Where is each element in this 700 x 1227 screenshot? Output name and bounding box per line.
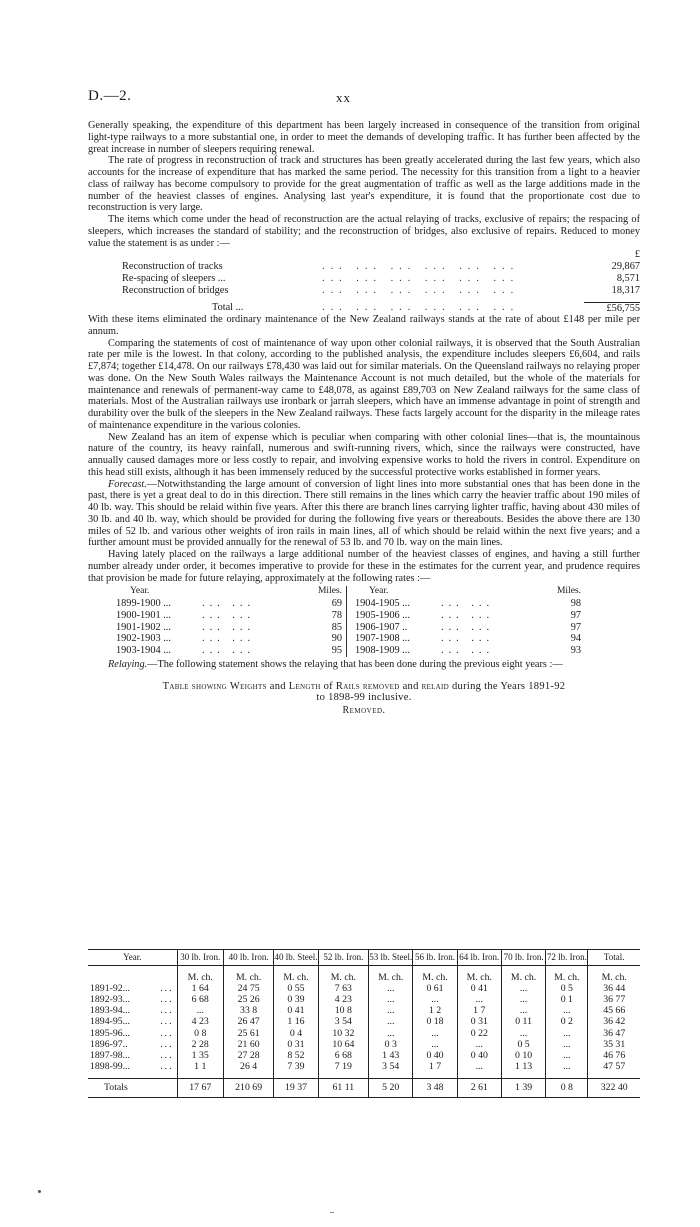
- page-number: xx: [336, 90, 351, 105]
- leader-dots: ...: [160, 1061, 174, 1073]
- unit-cell: M. ch.: [457, 965, 501, 983]
- year-header: Year.: [369, 586, 389, 597]
- table-header-row: [88, 950, 640, 966]
- rates-miles: 94: [570, 633, 581, 645]
- year-label: 1893-94...: [90, 1005, 131, 1017]
- data-cell: 26 47: [223, 1016, 273, 1027]
- data-cell: 46 76: [588, 1050, 640, 1061]
- total-cell: 17 67: [177, 1079, 223, 1097]
- data-cell: ...: [501, 1028, 545, 1039]
- year-cell: [88, 994, 177, 1005]
- units-row: [88, 965, 640, 983]
- column-header: 30 lb. Iron.: [177, 950, 223, 966]
- table-row: [88, 1061, 640, 1072]
- data-cell: 2 28: [177, 1039, 223, 1050]
- year-label: 1895-96...: [90, 1027, 131, 1039]
- year-label: 1891-92...: [90, 982, 131, 994]
- data-cell: 0 10: [501, 1050, 545, 1061]
- table-row: [88, 994, 640, 1005]
- data-cell: 0 39: [274, 994, 318, 1005]
- data-cell: ...: [369, 994, 413, 1005]
- rates-row: [116, 598, 346, 610]
- unit-cell: M. ch.: [274, 965, 318, 983]
- rails-table: [88, 949, 640, 1098]
- year-cell: [88, 1050, 177, 1061]
- rates-row: [116, 610, 346, 622]
- data-cell: ...: [546, 1005, 588, 1016]
- total-cell: 3 48: [413, 1079, 457, 1097]
- leader-dots: ... ...: [202, 633, 256, 645]
- rates-miles: 78: [331, 609, 342, 621]
- total-cell: 19 37: [274, 1079, 318, 1097]
- data-cell: 3 54: [318, 1016, 368, 1027]
- reconstruction-statement: [122, 249, 640, 314]
- data-cell: 0 18: [413, 1016, 457, 1027]
- leader-dots: ... ...: [441, 598, 495, 609]
- rates-year: 1905-1906 ...: [355, 609, 410, 621]
- data-cell: 0 31: [457, 1016, 501, 1027]
- data-cell: 0 40: [413, 1050, 457, 1061]
- column-header: 53 lb. Steel.: [369, 950, 413, 966]
- leader-dots: ...: [160, 982, 174, 994]
- data-cell: 0 8: [177, 1028, 223, 1039]
- unit-cell: M. ch.: [501, 965, 545, 983]
- data-cell: 0 55: [274, 983, 318, 994]
- rates-row: [355, 598, 585, 610]
- data-cell: 0 41: [274, 1005, 318, 1016]
- unit-cell: [88, 965, 177, 983]
- data-cell: 21 60: [223, 1039, 273, 1050]
- leader-dots: ... ...: [202, 598, 256, 609]
- column-header: 64 lb. Iron.: [457, 950, 501, 966]
- table-row: [88, 1028, 640, 1039]
- totals-row: [88, 1079, 640, 1097]
- statement-amount: 8,571: [616, 272, 640, 284]
- data-cell: 33 8: [223, 1005, 273, 1016]
- leader-dots: ... ... ... ... ... ...: [322, 261, 520, 272]
- leader-dots: ...: [160, 1016, 174, 1028]
- column-header: 40 lb. Iron.: [223, 950, 273, 966]
- data-cell: 8 52: [274, 1050, 318, 1061]
- data-cell: 0 4: [274, 1028, 318, 1039]
- document-reference: D.—2.: [88, 88, 132, 104]
- column-header: Total.: [588, 950, 640, 966]
- leader-dots: ... ...: [441, 633, 495, 645]
- data-cell: ...: [177, 1005, 223, 1016]
- forecast-text: —Notwithstanding the large amount of conversion of light lines into more substantial ones that has been done in the past, there is yet a great deal to do in this direction. There still remains in the lines which carry the heavier traffic about 190 miles of 40 lb. way. This should be relaid within five years. After this there are branch lines carrying lighter traffic, having about 430 miles of 30 lb. and 40 lb. way, which should be provided for during the following five years or thereabouts. Besides the above there are 130 miles of 52 lb. and various other weights of iron rails in main lines, all of which should be relaid within the next five years; and a further amount must be provided annually for the renewal of 53 lb. and 70 lb. way on the main lines.: [88, 478, 640, 549]
- data-cell: 7 63: [318, 983, 368, 994]
- leader-dots: ... ...: [202, 645, 256, 656]
- statement-row: [122, 285, 640, 297]
- total-cell: 5 20: [369, 1079, 413, 1097]
- data-cell: 25 26: [223, 994, 273, 1005]
- total-cell: 322 40: [588, 1079, 640, 1097]
- rates-header: [355, 586, 585, 598]
- miles-header: Miles.: [556, 586, 581, 597]
- rates-miles: 90: [331, 633, 342, 645]
- column-header: 72 lb. Iron.: [546, 950, 588, 966]
- rates-miles: 98: [570, 598, 581, 609]
- rates-year: 1899-1900 ...: [116, 598, 171, 609]
- statement-label: Re-spacing of sleepers ...: [122, 272, 226, 284]
- data-cell: 3 54: [369, 1061, 413, 1072]
- data-cell: 6 68: [177, 994, 223, 1005]
- relaying-label: Relaying.: [108, 658, 148, 670]
- data-cell: ...: [369, 1005, 413, 1016]
- statement-total-label: Total ...: [212, 302, 244, 314]
- data-cell: ...: [501, 983, 545, 994]
- year-label: 1894-95...: [90, 1016, 131, 1028]
- rates-year: 1902-1903 ...: [116, 633, 171, 645]
- data-cell: ...: [546, 1039, 588, 1050]
- rates-year: 1903-1904 ...: [116, 645, 171, 656]
- paragraph-heavier-engines: Having lately placed on the railways a large additional number of the heaviest classes of engines, and having a still further number already under order, it becomes imperative to provide for these in the estimates for the current year, and prudence requires that provision be made for future relaying, approximately at the following rates :—: [88, 549, 640, 584]
- year-cell: [88, 1005, 177, 1016]
- data-cell: 0 41: [457, 983, 501, 994]
- relaying-rates-right-column: [346, 586, 585, 657]
- data-cell: ...: [413, 1039, 457, 1050]
- leader-dots: ... ... ... ... ... ...: [322, 302, 520, 314]
- data-cell: 7 39: [274, 1061, 318, 1072]
- rates-year: 1901-1902 ...: [116, 621, 171, 633]
- data-cell: 1 13: [501, 1061, 545, 1072]
- year-header: Year.: [130, 586, 150, 597]
- rates-year: 1904-1905 ...: [355, 598, 410, 609]
- data-cell: 1 7: [457, 1005, 501, 1016]
- paragraph-ordinary-maintenance: With these items eliminated the ordinary maintenance of the New Zealand railways stands at the rate of about £148 per mile per annum.: [88, 314, 640, 337]
- rates-row: [116, 633, 346, 645]
- statement-row: [122, 273, 640, 285]
- data-cell: ...: [457, 1061, 501, 1072]
- data-cell: 0 22: [457, 1028, 501, 1039]
- data-cell: 27 28: [223, 1050, 273, 1061]
- miles-header: Miles.: [317, 586, 342, 597]
- leader-dots: ... ... ... ... ... ...: [322, 272, 520, 284]
- leader-dots: ...: [160, 1027, 174, 1039]
- table-row: [88, 983, 640, 994]
- unit-cell: M. ch.: [177, 965, 223, 983]
- year-cell: [88, 1028, 177, 1039]
- data-cell: 0 2: [546, 1016, 588, 1027]
- data-cell: 0 11: [501, 1016, 545, 1027]
- data-cell: 0 5: [546, 983, 588, 994]
- rates-miles: 69: [331, 598, 342, 609]
- statement-amount: 29,867: [611, 261, 640, 272]
- document-body: [88, 120, 640, 717]
- statement-label: Reconstruction of bridges: [122, 284, 229, 296]
- leader-dots: ...: [160, 1005, 174, 1017]
- leader-dots: ... ...: [441, 645, 495, 656]
- data-cell: 1 16: [274, 1016, 318, 1027]
- data-cell: 0 5: [501, 1039, 545, 1050]
- forecast-label: Forecast.: [108, 478, 147, 490]
- data-cell: 10 8: [318, 1005, 368, 1016]
- rates-miles: 93: [570, 645, 581, 656]
- unit-cell: M. ch.: [318, 965, 368, 983]
- rates-year: 1907-1908 ...: [355, 633, 410, 645]
- year-cell: [88, 1039, 177, 1050]
- table-subtitle: Removed.: [342, 705, 386, 716]
- column-header: 56 lb. Iron.: [413, 950, 457, 966]
- data-cell: ...: [546, 1028, 588, 1039]
- column-header: 70 lb. Iron.: [501, 950, 545, 966]
- page-mark: [330, 1212, 334, 1213]
- total-cell: 1 39: [501, 1079, 545, 1097]
- data-cell: ...: [413, 994, 457, 1005]
- data-cell: 45 66: [588, 1005, 640, 1016]
- data-cell: ...: [501, 1005, 545, 1016]
- data-cell: ...: [369, 983, 413, 994]
- data-cell: 1 1: [177, 1061, 223, 1072]
- year-label: 1897-98...: [90, 1049, 131, 1061]
- rates-header: [116, 586, 346, 598]
- statement-amount: 18,317: [611, 284, 640, 296]
- data-cell: ...: [501, 994, 545, 1005]
- data-cell: 47 57: [588, 1061, 640, 1072]
- rates-row: [355, 622, 585, 634]
- paragraph-expenditure: Generally speaking, the expenditure of this department has been largely increased in consequence of the transition from original light-type railways to a more substantial one, in order to meet the demands of developing traffic. It has further been affected by the great increase in number of sleepers requiring renewal.: [88, 120, 640, 155]
- paragraph-colonial-comparison: Comparing the statements of cost of maintenance of way upon other colonial railways, it is observed that the South Australian rate per mile is the lowest. In that colony, according to the published analysis, the expenditure includes sleepers £6,604, and rails £7,874; together £14,478. On our railways £78,430 was laid out for similar materials. On the Queensland railways no relaying proper was done. On the New South Wales railways the Maintenance Account is not much detailed, but the whole of the materials for maintenance and renewals of permanent-way came to £48,078, as against £89,703 on New Zealand railways for the same class of materials. Most of the Australian railways use ironbark or jarrah sleepers, which have an immense advantage in point of strength and durability over the bulk of the sleepers in the New Zealand railways. These facts largely account for the disparity in the mileage rates of maintenance expenditure in the various colonies.: [88, 337, 640, 431]
- rates-miles: 97: [570, 621, 581, 633]
- data-cell: ...: [546, 1050, 588, 1061]
- table-row: [88, 1005, 640, 1016]
- rates-row: [355, 633, 585, 645]
- paragraph-forecast: [88, 479, 640, 550]
- rates-row: [116, 622, 346, 634]
- paragraph-relaying: [88, 659, 640, 671]
- data-cell: 4 23: [318, 994, 368, 1005]
- unit-cell: M. ch.: [588, 965, 640, 983]
- data-cell: 0 40: [457, 1050, 501, 1061]
- unit-cell: M. ch.: [369, 965, 413, 983]
- total-cell: 210 69: [223, 1079, 273, 1097]
- table-row: [88, 1039, 640, 1050]
- paragraph-rate-of-progress: The rate of progress in reconstruction of track and structures has been greatly accelerated during the last few years, which also accounts for the increase of expenditure that has marked the same period. The necessity for this transition from a light to a heavier class of railway has become compulsory to provide for the great augmentation of traffic as well as the large additions made in the number of the heaviest classes of engines. Analysing last year's expenditure, it is found that the proportionate cost due to reconstruction is very large.: [88, 155, 640, 214]
- paragraph-reconstruction-items: The items which come under the head of reconstruction are the actual relaying of tracks, exclusive of repairs; the respacing of sleepers, which increases the standard of stability; and the reconstruction of bridges, also exclusive of repairs. Reduced to money value the statement is as under :—: [88, 214, 640, 249]
- data-cell: ...: [369, 1028, 413, 1039]
- data-cell: ...: [546, 1061, 588, 1072]
- year-cell: [88, 983, 177, 994]
- rates-miles: 95: [331, 645, 342, 656]
- paragraph-new-zealand-expense: New Zealand has an item of expense which is peculiar when comparing with other colonial lines—that is, the mountainous nature of the country, its heavy rainfall, numerous and swift-running rivers, which, since the railways were constructed, have annually caused damages more or less costly to repair, and involving expensive works to hold the rivers in control. Expenditure on this head still exists, although it has been immensely reduced by the successful protective works established in former years.: [88, 431, 640, 478]
- data-cell: 35 31: [588, 1039, 640, 1050]
- data-cell: 26 4: [223, 1061, 273, 1072]
- total-cell: 2 61: [457, 1079, 501, 1097]
- rates-year: 1906-1907 ..: [355, 621, 408, 633]
- table-row: [88, 1016, 640, 1027]
- data-cell: 10 64: [318, 1039, 368, 1050]
- totals-label: Totals: [88, 1079, 177, 1097]
- table-title-line2: to 1898-99 inclusive.: [316, 692, 412, 704]
- data-cell: 1 2: [413, 1005, 457, 1016]
- unit-cell: M. ch.: [413, 965, 457, 983]
- data-cell: ...: [457, 994, 501, 1005]
- table-title: Table showing Weights and Length of Rails removed and relaid during the Years 1891-92 to 1898-99 inclusive.: [162, 680, 566, 704]
- data-cell: 1 35: [177, 1050, 223, 1061]
- data-cell: 1 43: [369, 1050, 413, 1061]
- data-cell: ...: [369, 1016, 413, 1027]
- rates-row: [355, 610, 585, 622]
- currency-symbol: £: [634, 249, 640, 261]
- data-cell: 24 75: [223, 983, 273, 994]
- unit-cell: M. ch.: [546, 965, 588, 983]
- year-label: 1898-99...: [90, 1061, 131, 1073]
- year-label: 1892-93...: [90, 993, 131, 1005]
- data-cell: 25 61: [223, 1028, 273, 1039]
- data-cell: 0 1: [546, 994, 588, 1005]
- data-cell: 1 64: [177, 983, 223, 994]
- leader-dots: ...: [160, 1049, 174, 1061]
- data-cell: 10 32: [318, 1028, 368, 1039]
- statement-label: Reconstruction of tracks: [122, 261, 223, 272]
- statement-total-row: [122, 302, 640, 314]
- data-cell: 36 42: [588, 1016, 640, 1027]
- year-cell: [88, 1061, 177, 1072]
- total-cell: 61 11: [318, 1079, 368, 1097]
- data-cell: 6 68: [318, 1050, 368, 1061]
- table-row: [88, 1050, 640, 1061]
- rates-row: [355, 645, 585, 657]
- data-cell: 0 3: [369, 1039, 413, 1050]
- rates-miles: 85: [331, 621, 342, 633]
- rates-year: 1900-1901 ...: [116, 609, 171, 621]
- data-cell: 0 61: [413, 983, 457, 994]
- total-cell: 0 8: [546, 1079, 588, 1097]
- data-cell: 0 31: [274, 1039, 318, 1050]
- column-header: 52 lb. Iron.: [318, 950, 368, 966]
- data-cell: 4 23: [177, 1016, 223, 1027]
- data-cell: 36 77: [588, 994, 640, 1005]
- page-mark: [38, 1190, 41, 1193]
- rates-row: [116, 645, 346, 657]
- data-cell: ...: [413, 1028, 457, 1039]
- leader-dots: ... ...: [441, 621, 495, 633]
- data-cell: 1 7: [413, 1061, 457, 1072]
- relaying-text: —The following statement shows the relaying that has been done during the previous eight years :—: [147, 658, 563, 670]
- leader-dots: ...: [160, 1038, 174, 1050]
- leader-dots: ...: [160, 993, 174, 1005]
- leader-dots: ... ...: [202, 621, 256, 633]
- column-header: 40 lb. Steel.: [274, 950, 318, 966]
- data-cell: 36 47: [588, 1028, 640, 1039]
- year-label: 1896-97..: [90, 1038, 128, 1050]
- data-cell: 7 19: [318, 1061, 368, 1072]
- data-cell: ...: [457, 1039, 501, 1050]
- relaying-rates-table: [116, 586, 616, 657]
- rates-year: 1908-1909 ...: [355, 645, 410, 656]
- leader-dots: ... ...: [441, 609, 495, 621]
- statement-row: [122, 261, 640, 273]
- rates-miles: 97: [570, 609, 581, 621]
- leader-dots: ... ... ... ... ... ...: [322, 284, 520, 296]
- data-cell: 36 44: [588, 983, 640, 994]
- column-header: Year.: [88, 950, 177, 966]
- unit-cell: M. ch.: [223, 965, 273, 983]
- leader-dots: ... ...: [202, 609, 256, 621]
- relaying-rates-left-column: [116, 586, 346, 657]
- statement-total-amount: £56,755: [584, 302, 640, 314]
- year-cell: [88, 1016, 177, 1027]
